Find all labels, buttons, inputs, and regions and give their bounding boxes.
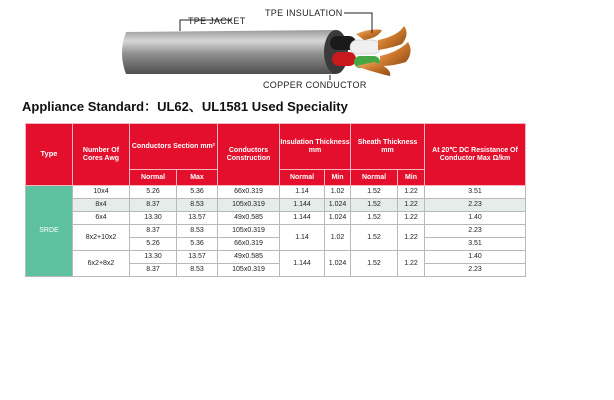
table-row <box>26 186 526 199</box>
core-white <box>350 40 380 54</box>
section-normal-cell: 8.37 <box>130 225 177 238</box>
construction-cell: 49x0.585 <box>218 251 280 264</box>
label-copper-conductor: COPPER CONDUCTOR <box>263 80 367 90</box>
copper-1 <box>378 26 407 50</box>
section-max-cell: 8.53 <box>177 264 218 277</box>
construction-cell: 105x0.319 <box>218 225 280 238</box>
section-max-cell: 8.53 <box>177 199 218 212</box>
sheath-min-cell: 1.22 <box>398 199 425 212</box>
type-cell: SRDE <box>26 186 73 277</box>
sheath-normal-cell: 1.52 <box>351 199 398 212</box>
leader-insulation <box>344 13 372 33</box>
construction-cell: 66x0.319 <box>218 186 280 199</box>
header-insulation-normal: Normal <box>280 170 325 186</box>
header-sheath-normal: Normal <box>351 170 398 186</box>
header-section-normal: Normal <box>130 170 177 186</box>
sheath-normal-cell: 1.52 <box>351 186 398 199</box>
resistance-cell: 3.51 <box>425 238 526 251</box>
label-tpe-jacket: TPE JACKET <box>188 16 246 26</box>
sheath-min-cell: 1.22 <box>398 251 425 277</box>
cores-cell: 8x2+10x2 <box>73 225 130 251</box>
section-normal-cell: 8.37 <box>130 199 177 212</box>
table-row <box>26 251 526 264</box>
insulation-normal-cell: 1.144 <box>280 199 325 212</box>
standard-heading: Appliance Standard：UL62、UL1581 Used Speciality <box>22 99 348 114</box>
label-tpe-insulation: TPE INSULATION <box>265 8 343 18</box>
insulation-normal-cell: 1.144 <box>280 212 325 225</box>
insulation-normal-cell: 1.14 <box>280 225 325 251</box>
copper-3 <box>356 30 382 41</box>
cable-diagram <box>0 0 614 92</box>
header-insulation-min: Min <box>325 170 351 186</box>
core-red <box>332 52 356 66</box>
header-cores: Number Of Cores Awg <box>73 124 130 186</box>
resistance-cell: 2.23 <box>425 225 526 238</box>
resistance-cell: 1.40 <box>425 212 526 225</box>
section-normal-cell: 5.26 <box>130 238 177 251</box>
section-normal-cell: 5.26 <box>130 186 177 199</box>
insulation-min-cell: 1.02 <box>325 225 351 251</box>
cores-cell: 6x4 <box>73 212 130 225</box>
table-row <box>26 212 526 225</box>
sheath-min-cell: 1.22 <box>398 225 425 251</box>
insulation-normal-cell: 1.144 <box>280 251 325 277</box>
jacket-body <box>122 30 343 74</box>
header-resistance: At 20℃ DC Resistance Of Conductor Max Ω/km <box>425 124 526 186</box>
header-sheath-min: Min <box>398 170 425 186</box>
sheath-min-cell: 1.22 <box>398 212 425 225</box>
sheath-normal-cell: 1.52 <box>351 251 398 277</box>
resistance-cell: 2.23 <box>425 199 526 212</box>
section-max-cell: 13.57 <box>177 212 218 225</box>
cores-cell: 10x4 <box>73 186 130 199</box>
table-row <box>26 199 526 212</box>
construction-cell: 105x0.319 <box>218 264 280 277</box>
header-section: Conductors Section mm² <box>130 124 218 170</box>
section-normal-cell: 8.37 <box>130 264 177 277</box>
header-section-max: Max <box>177 170 218 186</box>
cores-cell: 8x4 <box>73 199 130 212</box>
resistance-cell: 1.40 <box>425 251 526 264</box>
table-row <box>26 225 526 238</box>
header-construction: Conductors Construction <box>218 124 280 186</box>
section-normal-cell: 13.30 <box>130 212 177 225</box>
section-normal-cell: 13.30 <box>130 251 177 264</box>
resistance-cell: 3.51 <box>425 186 526 199</box>
insulation-normal-cell: 1.14 <box>280 186 325 199</box>
specification-table <box>25 123 526 277</box>
insulation-min-cell: 1.024 <box>325 199 351 212</box>
cores-cell: 6x2+8x2 <box>73 251 130 277</box>
section-max-cell: 5.36 <box>177 238 218 251</box>
construction-cell: 49x0.585 <box>218 212 280 225</box>
section-max-cell: 5.36 <box>177 186 218 199</box>
section-max-cell: 8.53 <box>177 225 218 238</box>
resistance-cell: 2.23 <box>425 264 526 277</box>
header-insulation: Insulation Thickness mm <box>280 124 351 170</box>
construction-cell: 105x0.319 <box>218 199 280 212</box>
header-row <box>26 124 526 170</box>
insulation-min-cell: 1.024 <box>325 251 351 277</box>
sheath-min-cell: 1.22 <box>398 186 425 199</box>
sheath-normal-cell: 1.52 <box>351 225 398 251</box>
section-max-cell: 13.57 <box>177 251 218 264</box>
sheath-normal-cell: 1.52 <box>351 212 398 225</box>
insulation-min-cell: 1.024 <box>325 212 351 225</box>
construction-cell: 66x0.319 <box>218 238 280 251</box>
insulation-min-cell: 1.02 <box>325 186 351 199</box>
header-sheath: Sheath Thickness mm <box>351 124 425 170</box>
header-type: Type <box>26 124 73 186</box>
